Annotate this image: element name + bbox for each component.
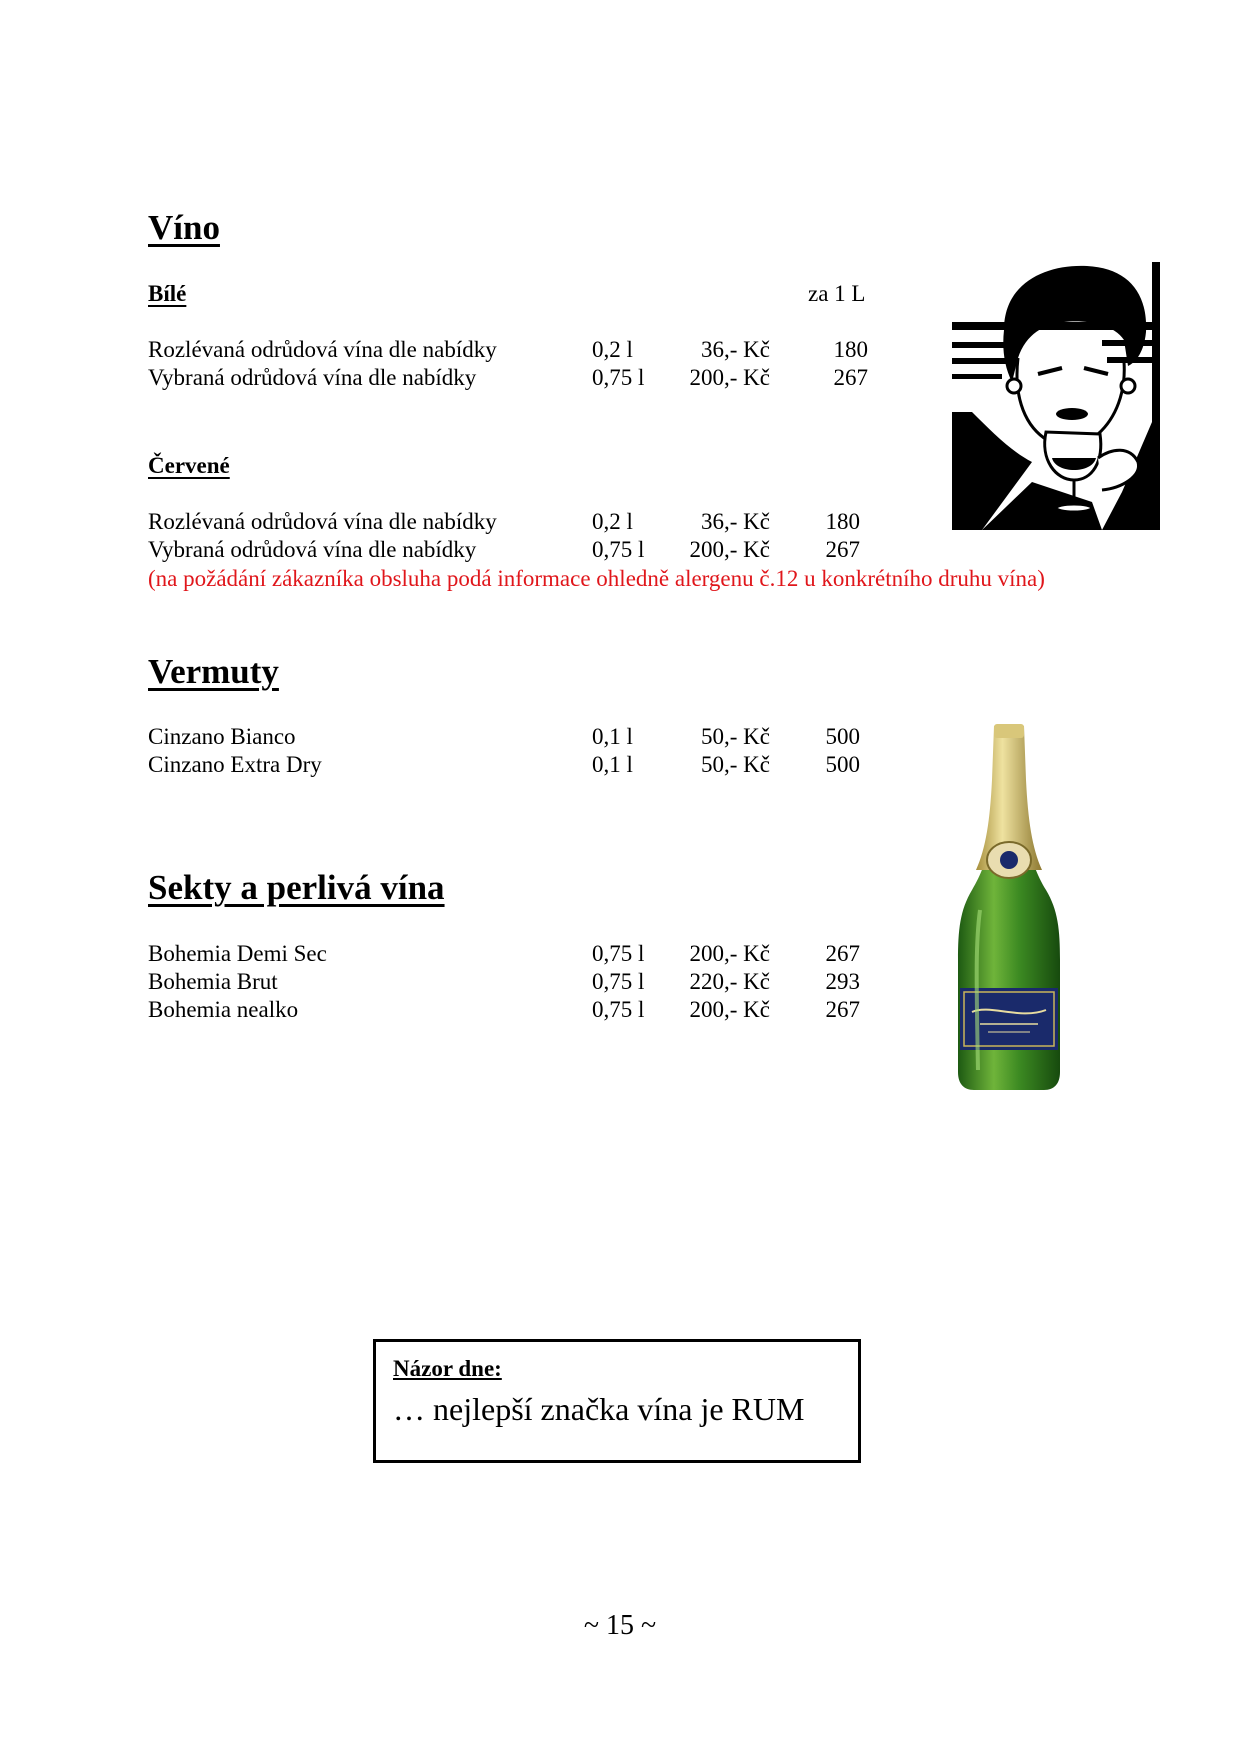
item-volume: 0,1 l — [592, 724, 633, 749]
item-name: Cinzano Bianco — [148, 724, 296, 749]
item-volume: 0,1 l — [592, 752, 633, 777]
allergen-note: (na požádání zákazníka obsluha podá informace ohledně alergenu č.12 u konkrétního druhu vína) — [148, 566, 1045, 591]
item-volume: 0,75 l — [592, 941, 645, 966]
item-price: 50,- Kč — [701, 752, 770, 777]
woman-with-glass-illustration — [952, 262, 1160, 530]
item-name: Bohemia nealko — [148, 997, 299, 1022]
item-price: 200,- Kč — [689, 997, 770, 1022]
opinion-text: … nejlepší značka vína je RUM — [393, 1391, 805, 1427]
sparkling-wine-bottle-illustration — [950, 720, 1068, 1092]
item-name: Vybraná odrůdová vína dle nabídky — [148, 365, 477, 390]
item-name: Bohemia Brut — [148, 969, 278, 994]
item-per-liter: 180 — [825, 509, 860, 534]
section-title-vermouth: Vermuty — [148, 652, 279, 691]
item-per-liter: 267 — [825, 537, 860, 562]
section-title-sparkling: Sekty a perlivá vína — [148, 868, 445, 907]
item-price: 36,- Kč — [701, 509, 770, 534]
menu-row — [0, 536, 1240, 564]
item-price: 200,- Kč — [689, 365, 770, 390]
item-name: Rozlévaná odrůdová vína dle nabídky — [148, 337, 497, 362]
page-number: ~ 15 ~ — [583, 1610, 657, 1641]
item-name: Bohemia Demi Sec — [148, 941, 327, 966]
per-liter-header: za 1 L — [808, 281, 866, 306]
item-per-liter: 267 — [833, 365, 868, 390]
item-volume: 0,75 l — [592, 969, 645, 994]
item-per-liter: 500 — [825, 724, 860, 749]
item-name: Rozlévaná odrůdová vína dle nabídky — [148, 509, 497, 534]
item-price: 36,- Kč — [701, 337, 770, 362]
item-per-liter: 500 — [825, 752, 860, 777]
item-volume: 0,2 l — [592, 337, 633, 362]
item-volume: 0,2 l — [592, 509, 633, 534]
subsection-title-white: Bílé — [148, 281, 187, 306]
section-title-wine: Víno — [148, 208, 220, 247]
item-price: 200,- Kč — [689, 537, 770, 562]
item-per-liter: 267 — [825, 997, 860, 1022]
opinion-title: Názor dne: — [393, 1356, 502, 1381]
item-per-liter: 293 — [825, 969, 860, 994]
item-volume: 0,75 l — [592, 997, 645, 1022]
subsection-title-red: Červené — [148, 453, 230, 478]
opinion-box — [373, 1339, 861, 1463]
item-price: 220,- Kč — [689, 969, 770, 994]
item-price: 50,- Kč — [701, 724, 770, 749]
item-volume: 0,75 l — [592, 537, 645, 562]
item-per-liter: 180 — [833, 337, 868, 362]
item-price: 200,- Kč — [689, 941, 770, 966]
item-per-liter: 267 — [825, 941, 860, 966]
item-name: Cinzano Extra Dry — [148, 752, 322, 777]
item-volume: 0,75 l — [592, 365, 645, 390]
item-name: Vybraná odrůdová vína dle nabídky — [148, 537, 477, 562]
